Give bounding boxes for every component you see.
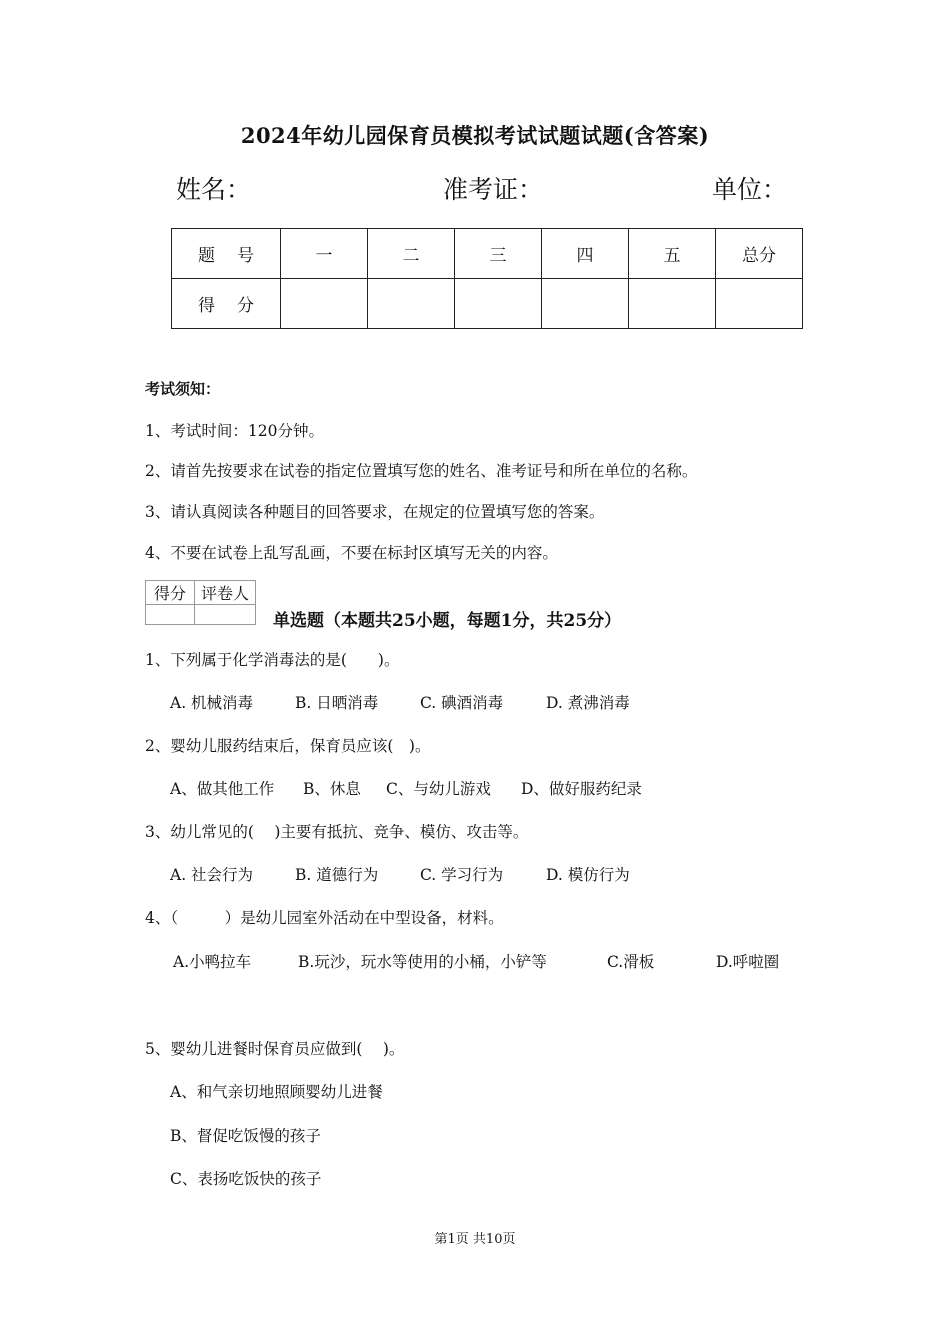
question-option: C.滑板 [607, 953, 655, 971]
question-option: B、督促吃饭慢的孩子 [170, 1127, 321, 1145]
question-option: A.小鸭拉车 [173, 953, 252, 971]
score-table-header-cell: 题号 [172, 229, 281, 279]
score-row-label: 得分 [172, 279, 281, 329]
instruction-item: 4、不要在试卷上乱写乱画，不要在标封区填写无关的内容。 [145, 544, 558, 562]
instruction-item: 3、请认真阅读各种题目的回答要求，在规定的位置填写您的答案。 [145, 503, 605, 521]
score-table-score-row [172, 279, 803, 329]
ticket-field-label: 准考证： [443, 175, 544, 204]
question-stem: 3、幼儿常见的( )主要有抵抗、竞争、模仿、攻击等。 [145, 823, 529, 841]
page-footer: 第1页 共10页 [434, 1232, 516, 1247]
question-option: D. 煮沸消毒 [546, 694, 630, 712]
question-stem: 4、（ ）是幼儿园室外活动在中型设备，材料。 [145, 909, 504, 927]
question-option: A. 机械消毒 [170, 694, 254, 712]
question-stem: 2、婴幼儿服药结束后，保育员应该( )。 [145, 737, 431, 755]
question-option: C. 学习行为 [420, 866, 504, 884]
grader-name-cell[interactable] [195, 605, 256, 625]
grader-score-label: 得分 [146, 581, 195, 605]
score-cell[interactable] [281, 279, 368, 329]
score-table-header-cell: 三 [455, 229, 542, 279]
question-option: C、与幼儿游戏 [386, 780, 491, 798]
instructions-heading: 考试须知： [145, 380, 221, 398]
score-table-header-cell: 五 [629, 229, 716, 279]
instruction-item: 2、请首先按要求在试卷的指定位置填写您的姓名、准考证号和所在单位的名称。 [145, 462, 698, 480]
score-table-header-cell: 一 [281, 229, 368, 279]
question-stem: 1、下列属于化学消毒法的是( )。 [145, 651, 400, 669]
score-cell[interactable] [629, 279, 716, 329]
score-table-header-cell: 总分 [716, 229, 803, 279]
score-cell[interactable] [716, 279, 803, 329]
name-field-label: 姓名： [176, 175, 252, 204]
question-option: D. 模仿行为 [546, 866, 630, 884]
question-option: A. 社会行为 [170, 866, 254, 884]
question-option: A、和气亲切地照顾婴幼儿进餐 [170, 1083, 383, 1101]
grader-name-label: 评卷人 [195, 581, 256, 605]
question-option: B. 日晒消毒 [295, 694, 379, 712]
question-option: A、做其他工作 [170, 780, 275, 798]
score-cell[interactable] [542, 279, 629, 329]
question-option: B.玩沙，玩水等使用的小桶，小铲等 [298, 953, 547, 971]
question-option: D、做好服药纪录 [521, 780, 642, 798]
score-table [171, 228, 803, 329]
question-option: B. 道德行为 [295, 866, 379, 884]
unit-field-label: 单位： [712, 175, 788, 204]
section-title: 单选题（本题共25小题，每题1分，共25分） [273, 611, 622, 631]
score-table-header-row [172, 229, 803, 279]
page-title: 2024年幼儿园保育员模拟考试试题试题(含答案) [240, 123, 710, 148]
question-option: C. 碘酒消毒 [420, 694, 504, 712]
question-stem: 5、婴幼儿进餐时保育员应做到( )。 [145, 1040, 405, 1058]
question-option: C、表扬吃饭快的孩子 [170, 1170, 322, 1188]
question-option: B、休息 [303, 780, 361, 798]
instruction-item: 1、考试时间：120分钟。 [145, 422, 324, 440]
grader-score-cell[interactable] [146, 605, 195, 625]
score-table-header-cell: 二 [368, 229, 455, 279]
score-cell[interactable] [455, 279, 542, 329]
grader-box [145, 580, 256, 625]
question-option: D.呼啦圈 [716, 953, 780, 971]
score-cell[interactable] [368, 279, 455, 329]
score-table-header-cell: 四 [542, 229, 629, 279]
